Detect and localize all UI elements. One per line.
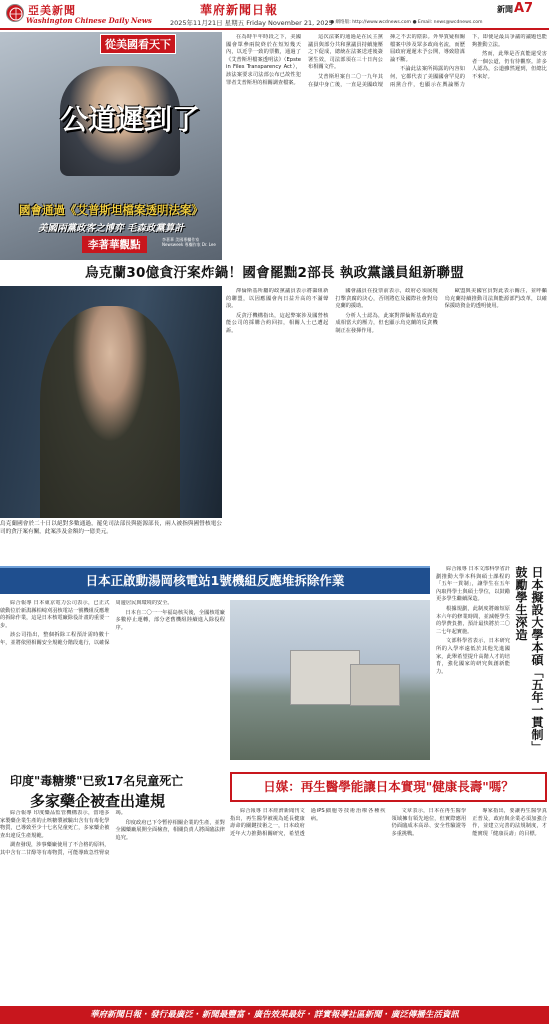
story2-para: 澤倫斯基所屬的政黨議員表示將籌組新的聯盟，以因應國會內日益升高的不滿聲浪。 [226,288,329,310]
section-name: 新聞 [497,4,513,14]
masthead-rule [0,28,549,30]
story4-para: 綜合報導 日本文部科學省計劃推動大學本科與碩士課程的「五年一貫制」，讓學生在五年內取得學士與碩士學位，以鼓勵更多學生繼續深造。 [436,566,510,603]
story1-para: 這次法案的通過是在民主黨議員與部分共和黨議員持續施壓之下促成，總統在法案送達後簽署生效，司法部須在三十日內公布相關文件。 [308,34,383,71]
story2-para: 國會議員在投票前表示，政府必須展現打擊貪腐的決心，否則將危及國際社會對烏克蘭的援助。 [335,288,438,310]
story1-photo [0,32,222,260]
reactor-building [350,664,400,706]
story4-side-title: 日本擬設大學本碩「五年一貫制」鼓勵學生深造 [514,566,544,754]
story6-headline-box [230,772,547,802]
story1-para: 艾普斯坦案自二〇一九年其在獄中身亡後，一直是美國政壇揮之不去的陰影。外界質疑相關檔案中涉及眾多政商名流，而歷屆政府遲遲未予公開，導致陰謀論不斷。 [308,34,465,88]
story1-para: 然而，此舉是否真能還受害者一個公道，仍有待觀察。許多人認為，公道雖然遲到，但總比不來好。 [472,51,547,80]
photo-headline: 公道遲到了 [60,103,201,136]
story2-para: 反貪汙機構指出，這起弊案涉及國營核能公司的採購合約回扣，相關人士已遭起訴。 [226,312,329,334]
story6-para: 綜合報導 日本經濟新聞刊文指出，再生醫學被視為延長健康壽命的關鍵技術之一，日本政府近年大力推動相關研究，希望透過iPS細胞等技術治療各種疾病。 [230,808,386,837]
footer-text: 華府新聞日報 · 發行最廣泛 · 新聞最豐富 · 廣告效果最好 · 詳實報導社區新聞 · 廣泛傳播生活資訊 [90,1010,459,1020]
author-byline: 李著華觀點 [82,236,147,253]
banner-parties: 美國兩黨政客之博弈 毛森政黨算計 [38,223,184,234]
story3-headline-bar [0,566,430,594]
page-number: A7 [514,1,534,16]
story1-para: 不論此法案所揭露的內容如何，它都代表了美國國會罕見的兩黨合作，也顯示在輿論壓力下，即使是最具爭議的議題也能夠推動立法。 [390,34,547,88]
story3-para: 綜合報導 日本東京電力公司表示，已正式啟動位於新潟縣柏崎刈羽核電站一號機組反應堆的拆除作業，這是日本核電廠除役計畫的重要一步。 [0,600,110,629]
masthead [0,0,549,32]
story3-body [0,600,225,760]
logo-english: Washington Chinese Daily News [26,16,152,25]
logo-chinese: 亞美新聞 [28,4,76,17]
story2-caption: 烏克蘭國會於二十日以絕對多數通過，罷免司法部長與能源部長，兩人被指與國營核電公司的貪汙案有關，此案涉及金額約一億美元。 [0,521,222,535]
footer-bar [0,1006,549,1024]
story5-headline: 印度"毒糖漿"已致17名兒童死亡 [10,774,184,788]
story2-para: 分析人士認為，此案對澤倫斯基政府造成相當大的壓力，但也顯示烏克蘭的反貪機制正在發揮作用。 [335,312,438,334]
story5-para: 印度政府已下令暫停相關企業的生產，並對全國藥廠展開全面檢查，相關負責人將面臨法律追究。 [115,819,225,841]
banner-law: 國會通過《艾普斯坦檔案透明法案》 [19,203,203,217]
story5-para: 調查發現，涉事藥廠使用了不合格的原料，其中含有二甘醇等有毒物質，可能導致急性腎衰竭。 [0,810,126,856]
story6-para: 專家指出，要讓再生醫學真正普及，政府與企業必須加強合作，並建立完善的法規制度，才能實現「健康長壽」的目標。 [472,808,547,837]
story1-body [226,34,547,260]
author-note: 李著華 美國專欄作家 Newsweek 專欄作家 Dr. Lee [162,237,216,247]
speaker-photo [40,306,180,518]
story5-subhead: 多家藥企被查出違規 [30,792,166,810]
story2-body [226,288,547,558]
story2-photo [0,286,222,518]
story4-para: 文部科學省表示，日本研究所的入學率遠低於其他先進國家，此舉希望提升高階人才的培育，強化國家的研究與創新能力。 [436,638,510,675]
story5-para: 綜合報導 印度藥品監管機構表示，當地多家製藥企業生產的止咳糖漿被驗出含有有毒化學物質，已導致至少十七名兒童死亡，多家藥企被查出違反生產規範。 [0,810,110,839]
story3-photo [230,600,430,760]
masthead-center-title: 華府新聞日報 [200,3,279,17]
story2-para: 歐盟與美國官員對此表示關注，並呼籲烏克蘭持續推動司法與能源部門改革，以確保援助資金的透明使用。 [444,288,547,310]
story4-body [436,566,510,762]
date-line: 2025年11月21日 星期五 Friday November 21, 2025 [170,19,333,27]
contact-line: ● 網络版: http://www.wcdnews.com ● Email: news@wcdnews.com [330,20,483,25]
story2-headline: 烏克蘭30億貪汙案炸鍋！國會罷黜2部長 執政黨議員組新聯盟 [84,265,465,281]
story3-para: 該公司指出，整個拆除工程預計需時數十年，並將依照相關安全規範分階段進行，以確保周邊居民與環境的安全。 [0,600,173,646]
kicker-box: 從美國看天下 [100,34,176,54]
story6-body [230,808,547,1002]
story3-headline: 日本正啟動湯岡核電站1號機組反應堆拆除作業 [85,573,345,588]
story6-para: 文章表示，日本在再生醫學領域擁有領先地位，但實際應用仍面臨成本高昂、安全性驗證等多重挑戰。 [391,808,467,837]
story1-para: 在為時半年時段之下，美國國會眾參兩院終於在短短幾天內，以近乎一致的票數，通過了《艾普斯坦檔案透明法》（Epstein Files Transparency Act），該法案要求司法部公布已故性犯罪者艾普斯坦的相關調查檔案。 [226,34,301,86]
story6-headline: 日媒：再生醫學能讓日本實現"健康長壽"嗎？ [263,779,514,794]
story5-body [0,810,225,1002]
story4-para: 根據規劃，此制度將縮短原本六年的修業時間，並減輕學生的學費負擔，預計最快將於二〇二七年起實施。 [436,605,510,635]
story3-para: 日本自二〇一一年福島核災後，全國核電廠多數停止運轉，部分老舊機組陸續進入除役程序。 [115,609,225,631]
logo-emblem-icon [6,4,24,22]
